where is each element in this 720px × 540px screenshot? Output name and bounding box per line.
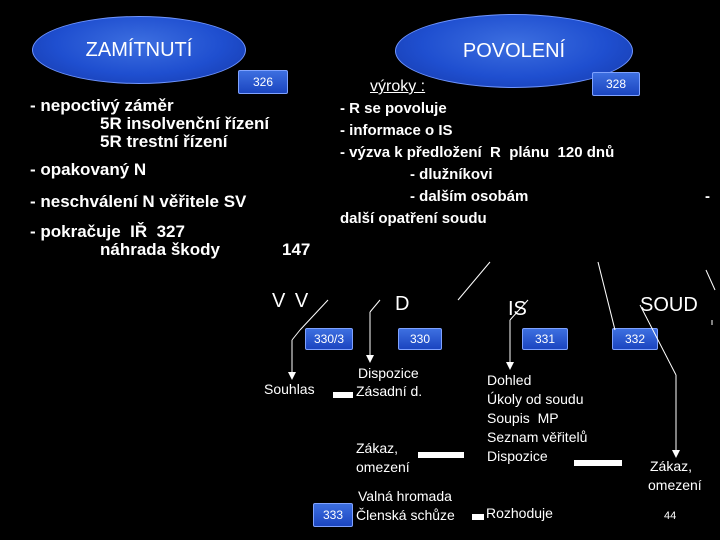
section-330-3-label: 330/3 <box>313 332 345 346</box>
rejection-header-label: ZAMÍTNUTÍ <box>85 38 193 61</box>
detail-dispozice-is: Dispozice <box>487 448 548 464</box>
organ-d: D <box>395 293 410 315</box>
approval-header-label: POVOLENÍ <box>462 39 566 62</box>
left-item-1a: 5R insolvenční řízení <box>100 114 270 133</box>
left-item-1b: 5R trestní řízení <box>100 132 228 151</box>
right-item-4: další opatření soudu <box>340 210 487 227</box>
right-item-3c: - <box>705 188 710 205</box>
section-328-box <box>592 72 640 96</box>
section-333-label: 333 <box>322 508 344 522</box>
organ-is: IS <box>508 298 527 320</box>
section-328-label: 328 <box>605 77 627 91</box>
verdicts-title: výroky : <box>370 78 426 95</box>
right-item-3b: - dalším osobám <box>410 188 529 205</box>
rejection-header <box>32 16 246 84</box>
bar-zakaz-left <box>418 452 464 458</box>
detail-soupis: Soupis MP <box>487 410 559 426</box>
section-332-box <box>612 328 658 350</box>
detail-zasadni: Zásadní d. <box>356 383 423 399</box>
left-item-2: - opakovaný N <box>30 160 147 179</box>
detail-rozhoduje: Rozhoduje <box>486 505 553 521</box>
left-item-1: - nepoctivý záměr <box>30 96 174 115</box>
section-332-label: 332 <box>624 332 646 346</box>
left-item-3: - neschválení N věřitele SV <box>30 192 247 211</box>
section-330-box <box>398 328 442 350</box>
bar-clenska <box>472 514 484 520</box>
detail-dohled: Dohled <box>487 372 532 388</box>
bar-souhlas <box>333 392 353 398</box>
detail-seznam: Seznam věřitelů <box>487 429 588 445</box>
section-331-box <box>522 328 568 350</box>
left-item-4a: náhrada škody <box>100 240 220 259</box>
detail-clenska: Členská schůze <box>356 507 455 523</box>
detail-ukoly: Úkoly od soudu <box>487 391 584 407</box>
left-item-4b: 147 <box>282 240 311 259</box>
section-330-label: 330 <box>409 332 431 346</box>
left-item-4: - pokračuje IŘ 327 <box>30 222 185 241</box>
section-326-box <box>238 70 288 94</box>
right-item-3: - výzva k předložení R plánu 120 dnů <box>340 144 615 161</box>
detail-omezeni-left: omezení <box>356 459 410 475</box>
detail-valna: Valná hromada <box>358 488 452 504</box>
organ-soud: SOUD <box>640 294 698 316</box>
bar-zakaz-right <box>574 460 622 466</box>
right-item-3a: - dlužníkovi <box>410 166 493 183</box>
detail-zakaz-right: Zákaz, <box>650 458 693 474</box>
organ-vv: V V <box>272 290 311 312</box>
section-330-3-box <box>305 328 353 350</box>
detail-zakaz-left: Zákaz, <box>356 440 399 456</box>
section-326-label: 326 <box>252 75 274 89</box>
detail-omezeni-right: omezení <box>648 477 702 493</box>
section-331-label: 331 <box>534 332 556 346</box>
right-item-2: - informace o IS <box>340 122 453 139</box>
right-item-1: - R se povoluje <box>340 100 447 117</box>
section-333-box <box>313 503 353 527</box>
detail-dispozice-d: Dispozice <box>358 365 419 381</box>
page-number: 44 <box>664 510 677 522</box>
detail-souhlas: Souhlas <box>264 381 315 397</box>
